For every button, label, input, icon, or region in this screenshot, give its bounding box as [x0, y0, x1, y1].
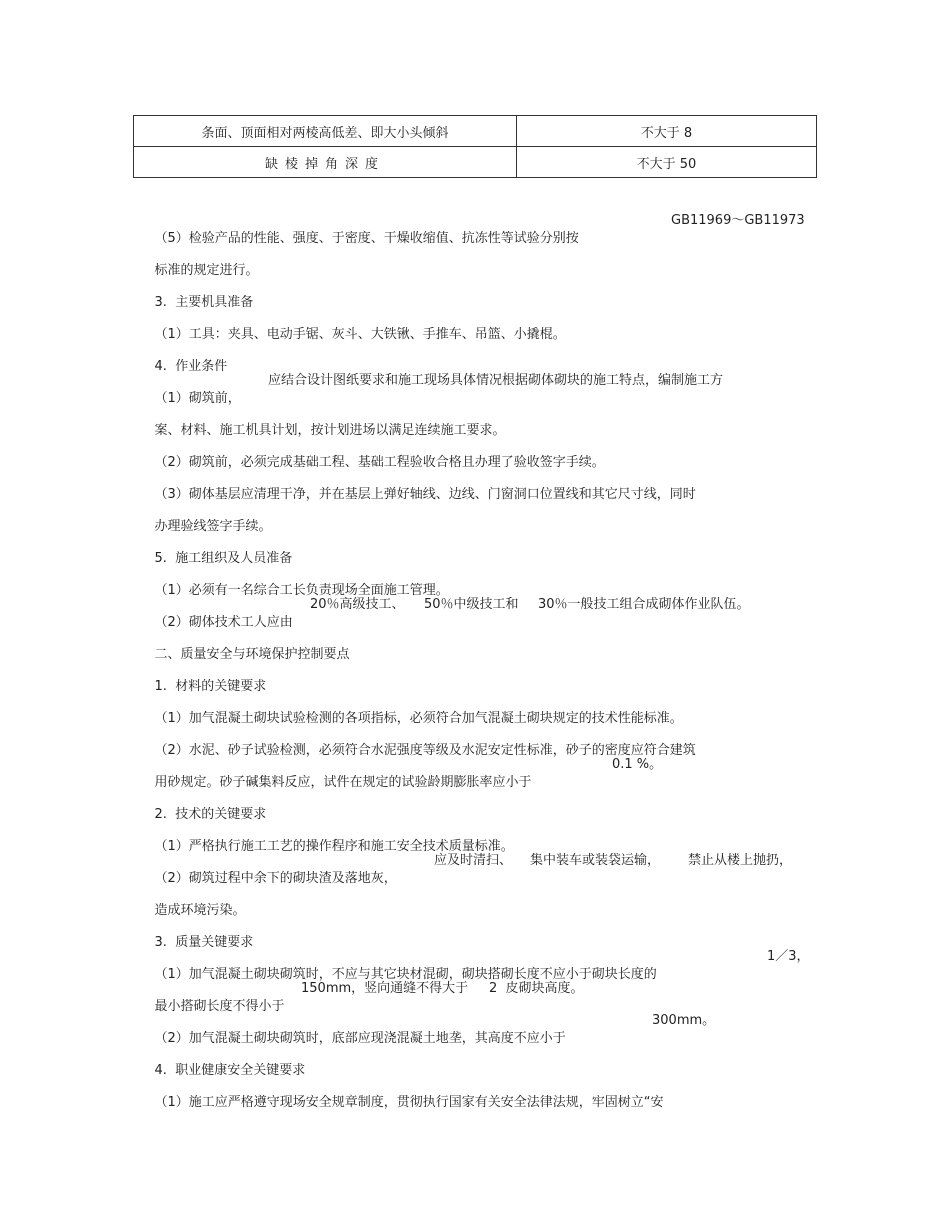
text-segment: 300mm。: [652, 1013, 716, 1028]
text-segment: （1）必须有一名综合工长负责现场全面施工管理。: [154, 583, 449, 598]
text-segment: 标准的规定进行。: [154, 263, 259, 278]
text-segment: 0.1 %。: [612, 757, 663, 772]
text-segment: （1）严格执行施工工艺的操作程序和施工安全技术质量标准。: [154, 839, 514, 854]
text-segment: 用砂规定。砂子碱集料反应，试件在规定的试验龄期膨胀率应小于: [154, 775, 532, 790]
text-segment: （2）加气混凝土砌块砌筑时，底部应现浇混凝土地垄，其高度不应小于: [154, 1031, 566, 1046]
text-segment: GB11969～GB11973: [671, 213, 805, 228]
text-segment: 二、质量安全与环境保护控制要点: [154, 647, 350, 662]
text-line: [138, 1076, 664, 1130]
text-segment: 2 皮砌块高度。: [489, 981, 584, 996]
table-cell-value: 不大于 8: [517, 116, 817, 147]
text-segment: （1）加气混凝土砌块砌筑时，不应与其它块材混砌，砌块搭砌长度不应小于砌块长度的: [154, 967, 657, 982]
text-segment: 3. 主要机具准备: [154, 295, 254, 310]
text-segment: 应结合设计图纸要求和施工现场具体情况根据砌体砌块的施工特点，编制施工方: [268, 373, 724, 388]
text-segment: 4. 作业条件: [154, 359, 228, 374]
table-cell-item: 条面、顶面相对两棱高低差、即大小头倾斜: [134, 116, 517, 147]
text-segment: 1／3，: [767, 949, 810, 964]
text-segment: 造成环境污染。: [154, 903, 246, 918]
table-row: [134, 147, 817, 178]
spec-table: [133, 115, 817, 178]
text-segment: 禁止从楼上抛扔，: [688, 853, 793, 868]
text-segment: （1）施工应严格遵守现场安全规章制度，贯彻执行国家有关安全法律法规，牢固树立“安: [154, 1095, 664, 1110]
text-segment: （1）工具：夹具、电动手锯、灰斗、大铁锹、手推车、吊篮、小撬棍。: [154, 327, 566, 342]
text-segment: 最小搭砌长度不得小于: [154, 999, 285, 1014]
text-segment: （3）砌体基层应清理干净，并在基层上弹好轴线、边线、门窗洞口位置线和其它尺寸线，同时: [154, 487, 696, 502]
text-segment: 3. 质量关键要求: [154, 935, 254, 950]
table-cell-value: 不大于 50: [517, 147, 817, 178]
text-segment: 30％一般技工组合成砌体作业队伍。: [538, 597, 750, 612]
text-segment: （2）砌筑过程中余下的砌块渣及落地灰，: [154, 871, 397, 886]
text-segment: 50％中级技工和: [424, 597, 519, 612]
table-row: [134, 116, 817, 147]
text-segment: （5）检验产品的性能、强度、于密度、干燥收缩值、抗冻性等试验分别按: [154, 231, 579, 246]
text-segment: 5. 施工组织及人员准备: [154, 551, 293, 566]
text-segment: 应及时清扫、: [434, 853, 513, 868]
text-segment: （2）水泥、砂子试验检测，必须符合水泥强度等级及水泥安定性标准，砂子的密度应符合建筑: [154, 743, 696, 758]
text-segment: 150mm，竖向通缝不得大于: [301, 981, 469, 996]
text-segment: 4. 职业健康安全关键要求: [154, 1063, 306, 1078]
text-segment: （1）砌筑前，: [154, 391, 241, 406]
text-segment: 20％高级技工、: [310, 597, 405, 612]
text-segment: （2）砌体技术工人应由: [154, 615, 293, 630]
text-segment: 案、材料、施工机具计划，按计划进场以满足连续施工要求。: [154, 423, 506, 438]
text-segment: 2. 技术的关键要求: [154, 807, 267, 822]
text-segment: 办理验线签字手续。: [154, 519, 272, 534]
table-cell-item: 缺棱掉角深度: [134, 147, 517, 178]
text-segment: 1. 材料的关键要求: [154, 679, 267, 694]
text-segment: 集中装车或装袋运输，: [530, 853, 661, 868]
text-segment: （2）砌筑前，必须完成基础工程、基础工程验收合格且办理了验收签字手续。: [154, 455, 605, 470]
text-segment: （1）加气混凝土砌块试验检测的各项指标，必须符合加气混凝土砌块规定的技术性能标准。: [154, 711, 683, 726]
